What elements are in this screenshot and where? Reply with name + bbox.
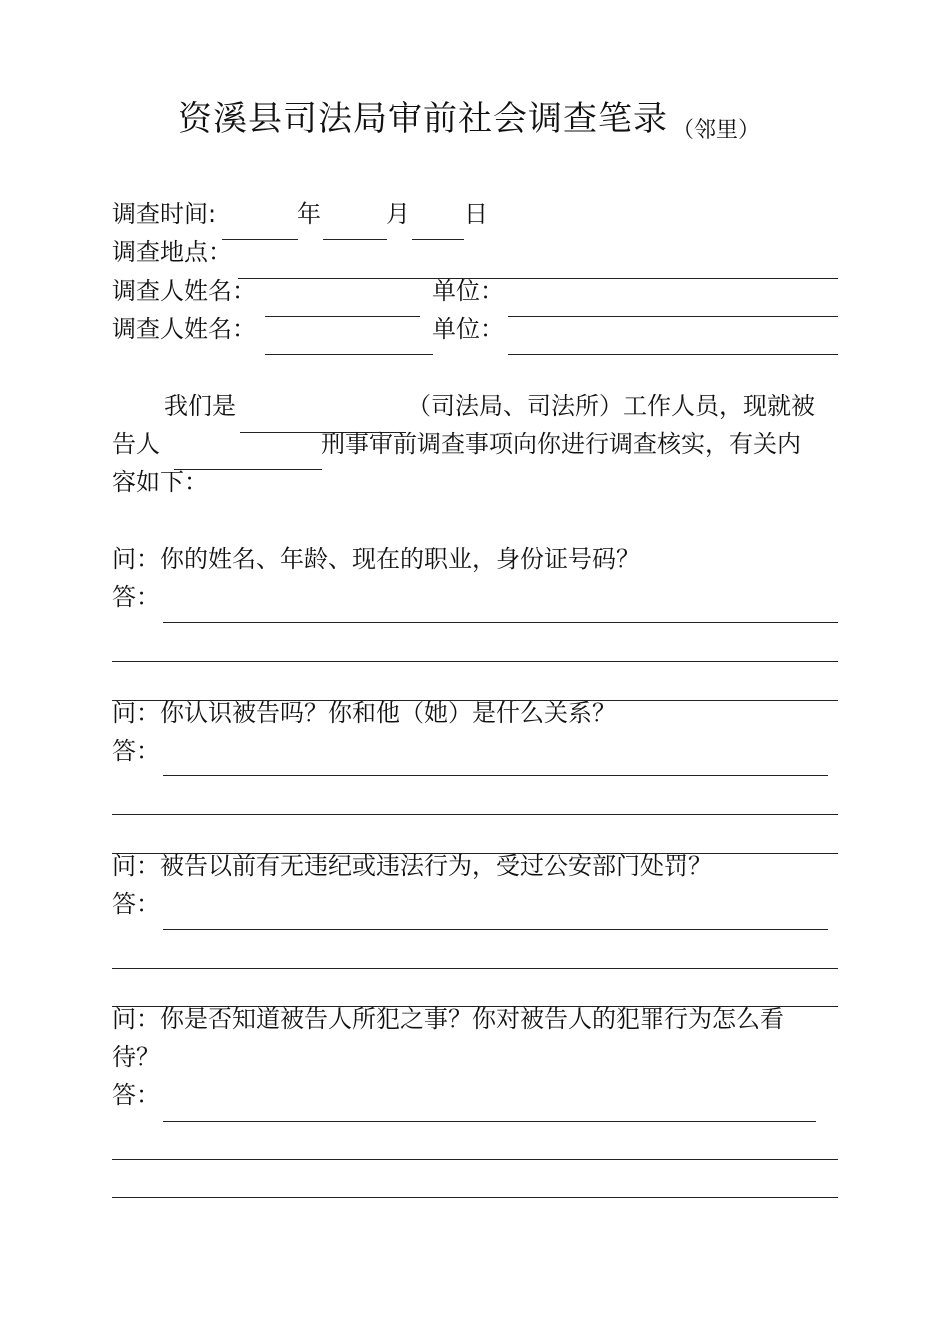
- answer-3-line-1[interactable]: [163, 929, 828, 930]
- answer-4-line-2[interactable]: [112, 1159, 838, 1160]
- unit-blank-2[interactable]: [508, 354, 838, 355]
- intro-line2-part1: 告人: [112, 430, 160, 458]
- intro-line1-part2: （司法局、司法所）工作人员，现就被: [407, 392, 815, 420]
- investigator-label-2: 调查人姓名：: [112, 315, 256, 343]
- investigator-name-blank-2[interactable]: [265, 354, 433, 355]
- intro-line3: 容如下：: [112, 468, 208, 496]
- month-label: 月: [386, 200, 410, 228]
- time-label: 调查时间:: [112, 200, 217, 228]
- answer-4-line-3[interactable]: [112, 1197, 838, 1198]
- answer-3-line-2[interactable]: [112, 968, 838, 969]
- answer-label-3: 答：: [112, 890, 160, 918]
- answer-2-line-2[interactable]: [112, 814, 838, 815]
- question-3: 问：被告以前有无违纪或违法行为，受过公安部门处罚？: [112, 852, 712, 880]
- answer-1-line-1[interactable]: [163, 622, 838, 623]
- day-label: 日: [464, 200, 488, 228]
- question-2: 问：你认识被告吗？你和他（她）是什么关系？: [112, 699, 616, 727]
- year-label: 年: [297, 200, 321, 228]
- question-1: 问：你的姓名、年龄、现在的职业，身份证号码？: [112, 545, 640, 573]
- place-blank[interactable]: [238, 278, 838, 279]
- day-blank[interactable]: [412, 239, 464, 240]
- question-4-line-1: 问：你是否知道被告人所犯之事？你对被告人的犯罪行为怎么看: [112, 1005, 784, 1033]
- answer-4-line-1[interactable]: [163, 1121, 816, 1122]
- document-subtitle: （邻里）: [672, 118, 761, 143]
- place-label: 调查地点：: [112, 238, 232, 266]
- unit-label-1: 单位：: [432, 277, 504, 305]
- year-blank[interactable]: [222, 239, 298, 240]
- question-4-line-2: 待？: [112, 1043, 160, 1071]
- intro-line1-part1: 我们是: [164, 392, 236, 420]
- document-title: 资溪县司法局审前社会调查笔录: [178, 99, 668, 139]
- unit-blank-1[interactable]: [508, 316, 838, 317]
- answer-2-line-1[interactable]: [163, 775, 828, 776]
- answer-label-4: 答：: [112, 1081, 160, 1109]
- investigator-label-1: 调查人姓名：: [112, 277, 256, 305]
- answer-label-2: 答：: [112, 737, 160, 765]
- unit-label-2: 单位：: [432, 315, 504, 343]
- investigator-name-blank-1[interactable]: [265, 316, 420, 317]
- answer-1-line-2[interactable]: [112, 661, 838, 662]
- intro-line2-part2: 刑事审前调查事项向你进行调查核实，有关内: [321, 430, 801, 458]
- answer-label-1: 答：: [112, 583, 160, 611]
- month-blank[interactable]: [323, 239, 387, 240]
